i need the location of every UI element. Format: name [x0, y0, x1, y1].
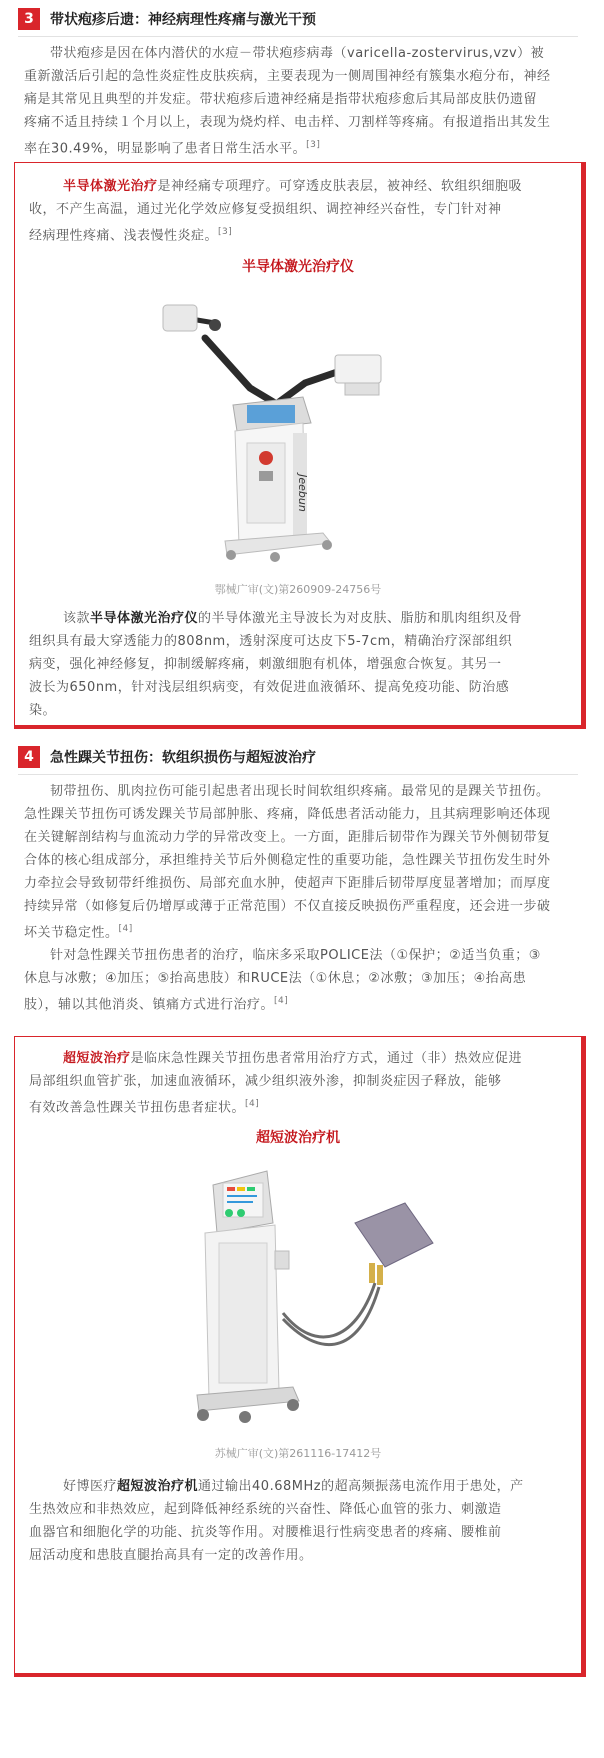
- desc-line: 染。: [29, 703, 57, 718]
- lead-line: 是临床急性踝关节扭伤患者常用治疗方式，通过（非）热效应促进: [130, 1051, 523, 1066]
- laser-lead-paragraph: [29, 175, 559, 247]
- desc-line: 波长为650nm，针对浅层组织病变，有效促进血液循环、提高免疫功能、防治感: [29, 680, 510, 695]
- shortwave-approval-caption: 苏械广审(文)第261116-17412号: [214, 1447, 382, 1460]
- laser-description: [29, 607, 559, 722]
- lead-highlight: 超短波治疗: [63, 1051, 131, 1066]
- laser-approval-caption: 鄂械广审(文)第260909-24756号: [214, 583, 382, 596]
- desc-line: 的半导体激光主导波长为对皮肤、脂肪和肌肉组织及骨: [198, 611, 523, 626]
- para-line: 坏关节稳定性。: [24, 925, 119, 941]
- intro-line: 率在30.49%，明显影响了患者日常生活水平。: [24, 141, 307, 157]
- desc-bold: 超短波治疗机: [117, 1479, 199, 1494]
- citation: [4]: [118, 924, 133, 934]
- para-line: 持续异常（如修复后仍增厚或薄于正常范围）不仅直接反映损伤严重程度，还会进一步破: [24, 899, 551, 914]
- desc-line: 生热效应和非热效应，起到降低神经系统的兴奋性、降低心血管的张力、刺激造: [29, 1502, 502, 1517]
- citation: [3]: [306, 140, 321, 150]
- shortwave-description: [29, 1475, 559, 1567]
- para-line: 合体的核心组成部分，承担维持关节后外侧稳定性的重要功能，急性踝关节扭伤发生时外: [24, 853, 551, 868]
- desc-line: 组织具有最大穿透能力的808nm，透射深度可达皮下5-7cm，精确治疗深部组织: [29, 634, 513, 649]
- section-title: 急性踝关节扭伤：软组织损伤与超短波治疗: [50, 750, 316, 766]
- para-line: 在关键解剖结构与血流动力学的异常改变上。一方面，距腓后韧带作为踝关节外侧韧带复: [24, 830, 551, 845]
- desc-prefix: 好博医疗: [63, 1479, 118, 1494]
- desc-line: 血器官和细胞化学的功能、抗炎等作用。对腰椎退行性病变患者的疼痛、腰椎前: [29, 1525, 502, 1540]
- section-number-badge: 3: [18, 8, 40, 30]
- para-line: 肢），辅以其他消炎、镇痛方式进行治疗。: [24, 997, 275, 1013]
- para-line: 韧带扭伤、肌肉拉伤可能引起患者出现长时间软组织疼痛。最常见的是踝关节扭伤。: [50, 784, 550, 799]
- section-4-heading: [18, 744, 578, 775]
- intro-line: 痛是其常见且典型的并发症。带状疱疹后遗神经痛是指带状疱疹愈后其局部皮肤仍遗留: [24, 92, 538, 107]
- laser-device-illustration: [155, 293, 395, 563]
- desc-bold: 半导体激光治疗仪: [90, 611, 199, 626]
- intro-line: 带状疱疹是因在体内潜伏的水痘－带状疱疹病毒（varicella-zostervirus,vzv）被: [50, 46, 545, 61]
- citation: [4]: [274, 996, 289, 1006]
- citation: [3]: [218, 227, 233, 237]
- desc-line: 通过输出40.68MHz的超高频振荡电流作用于患处，产: [198, 1479, 524, 1494]
- desc-line: 屈活动度和患肢直腿抬高具有一定的改善作用。: [29, 1548, 313, 1563]
- shortwave-therapy-box: [14, 1036, 586, 1677]
- desc-prefix: 该款: [63, 611, 91, 626]
- section-3-heading: [18, 6, 578, 37]
- shortwave-device-title: 超短波治疗机: [256, 1130, 340, 1146]
- section-title: 带状疱疹后遗：神经病理性疼痛与激光干预: [50, 12, 316, 28]
- section-4-paragraph-1: [24, 780, 580, 944]
- laser-device-title: 半导体激光治疗仪: [242, 259, 354, 275]
- shortwave-device-illustration: [165, 1163, 445, 1433]
- laser-therapy-box: [14, 162, 586, 729]
- lead-line: 经病理性疼痛、浅表慢性炎症。: [29, 228, 219, 244]
- section-3-intro: [24, 42, 580, 160]
- para-line: 力牵拉会导致韧带纤维损伤、局部充血水肿，使超声下距腓后韧带厚度显著增加；而厚度: [24, 876, 551, 891]
- lead-line: 是神经痛专项理疗。可穿透皮肤表层，被神经、软组织细胞吸: [157, 179, 523, 194]
- lead-line: 收，不产生高温，通过光化学效应修复受损组织、调控神经兴奋性，专门针对神: [29, 202, 502, 217]
- desc-line: 病变，强化神经修复，抑制缓解疼痛，刺激细胞有机体，增强愈合恢复。其另一: [29, 657, 502, 672]
- section-4-paragraph-2: [24, 944, 580, 1016]
- intro-line: 重新激活后引起的急性炎症性皮肤疾病，主要表现为一侧周围神经有簇集水疱分布，神经: [24, 69, 551, 84]
- lead-highlight: 半导体激光治疗: [63, 179, 158, 194]
- device-brand: Jeebun: [296, 474, 309, 512]
- shortwave-lead-paragraph: [29, 1047, 559, 1119]
- para-line: 针对急性踝关节扭伤患者的治疗，临床多采取POLICE法（①保护；②适当负重；③: [50, 948, 541, 963]
- para-line: 休息与冰敷；④加压；⑤抬高患肢）和RUCE法（①休息；②冰敷；③加压；④抬高患: [24, 971, 527, 986]
- intro-line: 疼痛不适且持续１个月以上，表现为烧灼样、电击样、刀割样等疼痛。有报道指出其发生: [24, 115, 551, 130]
- para-line: 急性踝关节扭伤可诱发踝关节局部肿胀、疼痛，降低患者活动能力，且其病理影响还体现: [24, 807, 551, 822]
- lead-line: 有效改善急性踝关节扭伤患者症状。: [29, 1100, 246, 1116]
- lead-line: 局部组织血管扩张，加速血液循环，减少组织液外渗，抑制炎症因子释放，能够: [29, 1074, 502, 1089]
- section-number-badge: 4: [18, 746, 40, 768]
- citation: [4]: [245, 1099, 260, 1109]
